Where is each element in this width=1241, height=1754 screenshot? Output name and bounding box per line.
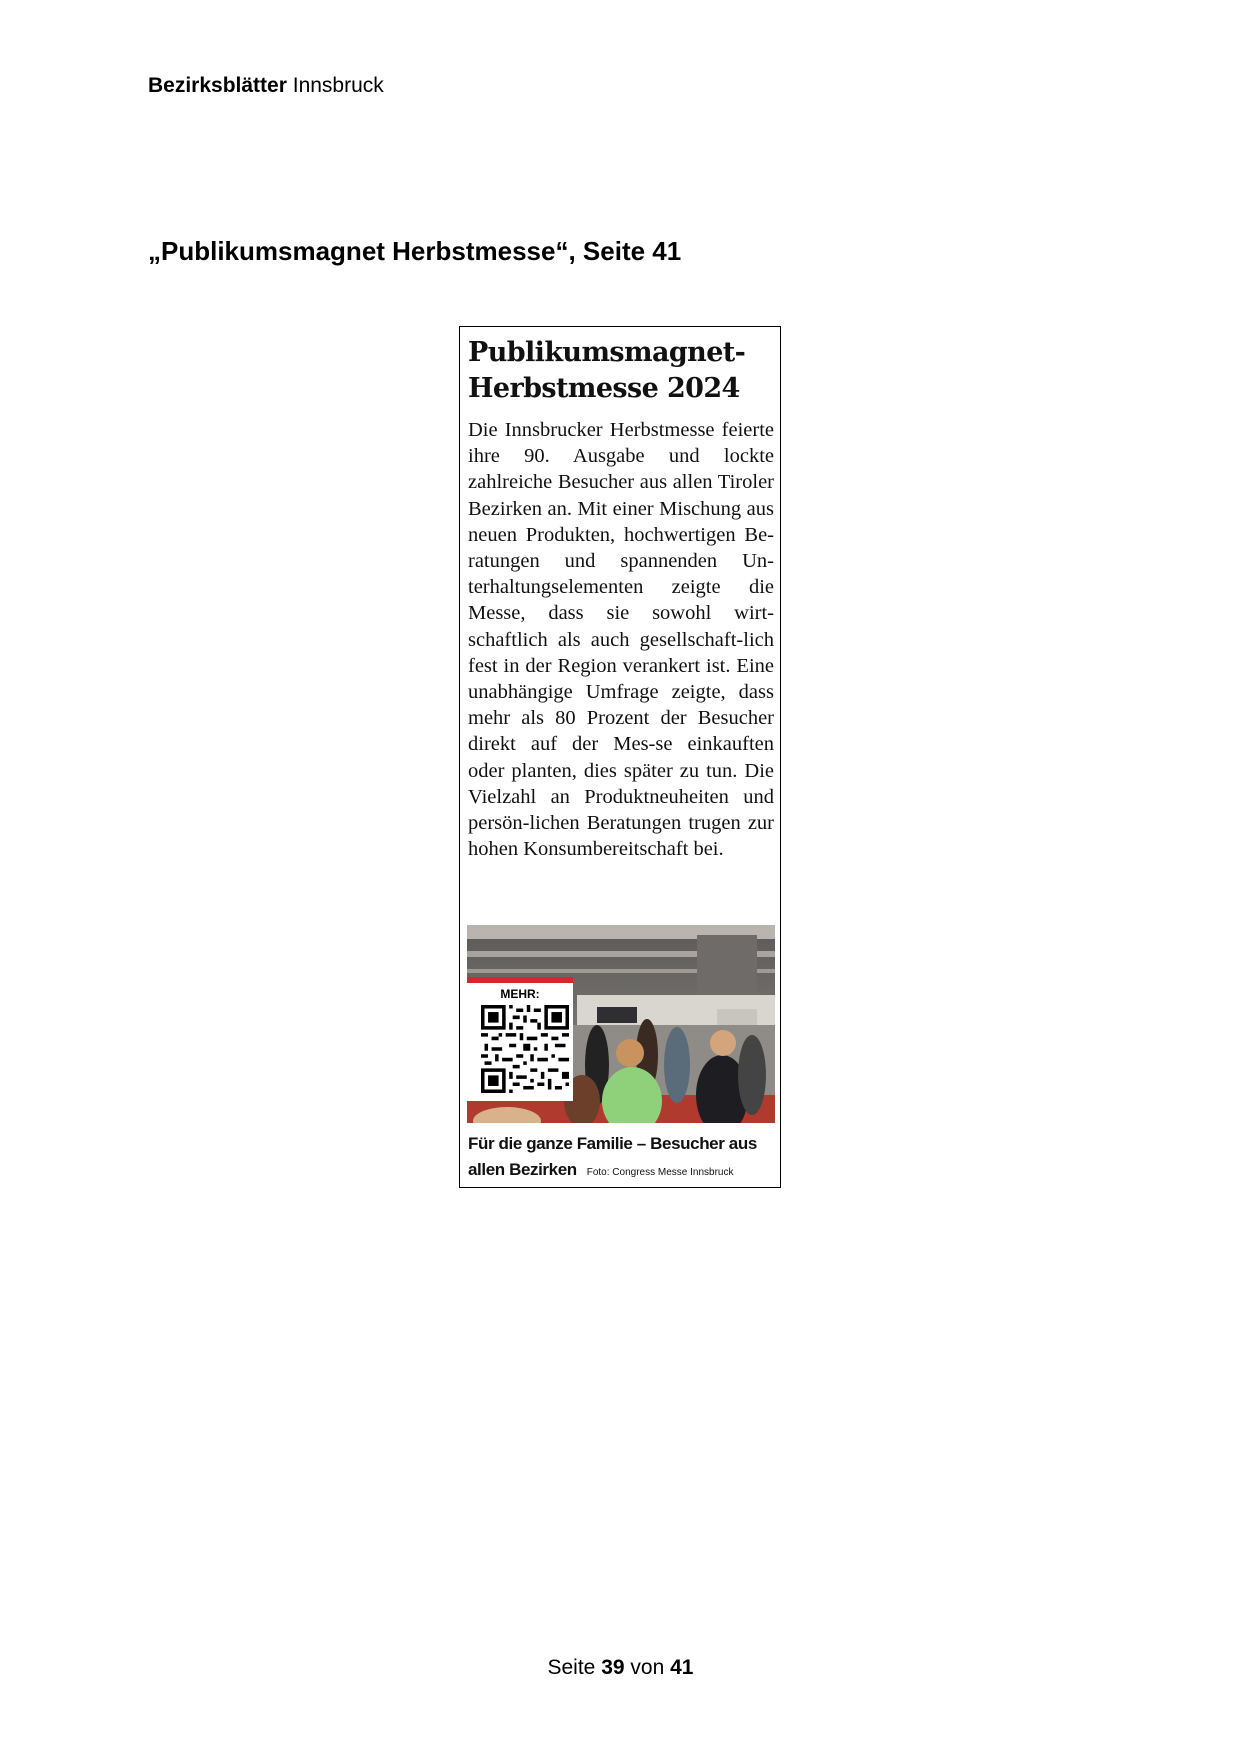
footer-prefix: Seite — [547, 1656, 596, 1679]
article-headline — [468, 335, 774, 407]
headline-line-2: Herbstmesse 2024 — [468, 373, 740, 404]
page-footer — [0, 1656, 1241, 1680]
photo-credit: Foto: Congress Messe Innsbruck — [586, 1167, 734, 1178]
qr-code-icon — [481, 1005, 569, 1093]
article-body: Die Innsbrucker Herbstmesse feierte ihre 90. Ausgabe und lockte zahlreiche Besucher aus allen Tiroler Bezirken an. Mit einer Mischung aus neuen Produkten, hochwertigen Be-ratungen und spannenden Un-terhaltungselementen zeigte die Messe, dass sie sowohl wirt-schaftlich als auch gesellschaft-lich fest in der Region verankert ist. Eine unabhängige Umfrage zeigte, dass mehr als 80 Prozent der Besucher direkt auf der Mes-se einkauften oder planten, dies später zu tun. Die Vielzahl an Produktneuheiten und persön-lichen Beratungen trugen zur hohen Konsumbereitschaft bei. — [468, 419, 774, 861]
newspaper-clipping — [459, 326, 781, 1188]
qr-label: MEHR: — [500, 987, 540, 1001]
footer-separator: von — [630, 1656, 665, 1679]
header-brand: Bezirksblätter — [148, 74, 287, 97]
headline-line-1: Publikumsmagnet- — [468, 337, 746, 368]
footer-total-pages: 41 — [670, 1656, 694, 1679]
photo-caption — [468, 1131, 776, 1186]
article-photo — [467, 925, 775, 1123]
caption-text: Für die ganze Familie – Besucher aus allen Bezirken — [468, 1134, 757, 1179]
footer-current-page: 39 — [601, 1656, 625, 1679]
qr-code-box[interactable] — [467, 977, 573, 1101]
page-title: „Publikumsmagnet Herbstmesse“, Seite 41 — [148, 236, 682, 266]
header-region: Innsbruck — [292, 74, 384, 97]
document-header — [148, 74, 384, 98]
